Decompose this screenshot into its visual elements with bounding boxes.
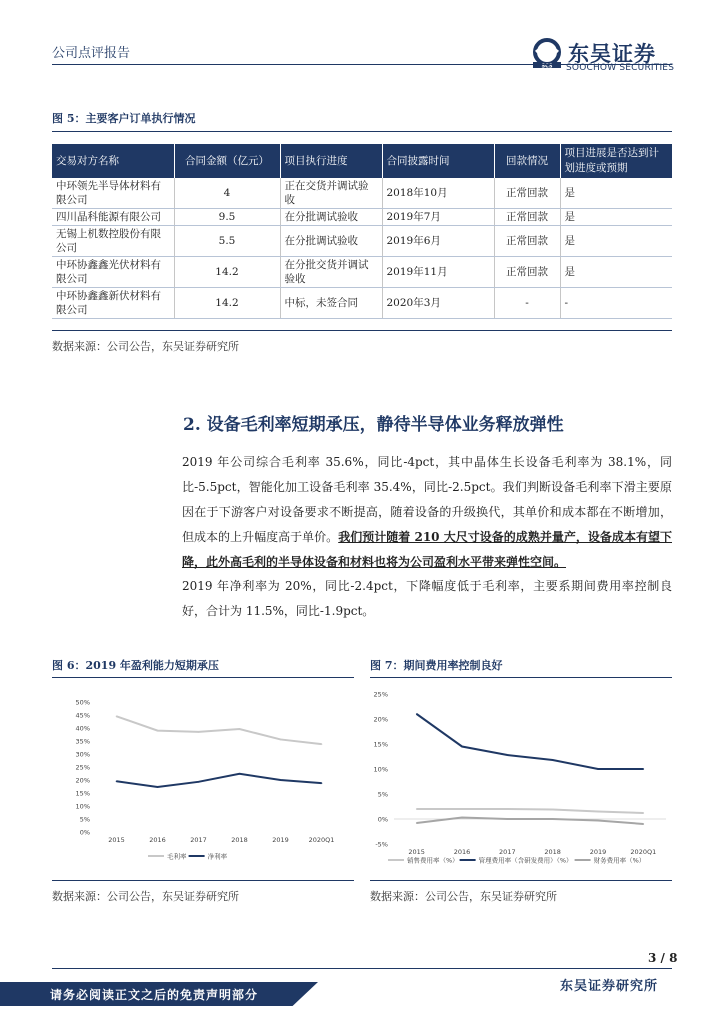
data-point <box>597 811 599 813</box>
logo-en-text: SOOCHOW SECURITIES <box>566 63 675 73</box>
data-point <box>198 731 200 733</box>
col-header: 合同金额（亿元） <box>174 144 280 178</box>
x-tick-label: 2016 <box>453 848 471 856</box>
data-point <box>198 781 200 783</box>
cell-on-track: 是 <box>560 178 672 209</box>
data-point <box>597 820 599 822</box>
cell-progress: 中标，未签合同 <box>280 288 382 319</box>
table-row <box>52 209 672 226</box>
cell-payment: 正常回款 <box>494 209 560 226</box>
expense-ratio-chart <box>370 684 672 874</box>
cell-progress: 在分批调试验收 <box>280 209 382 226</box>
svg-text:SCS: SCS <box>541 63 553 70</box>
data-point <box>643 823 645 825</box>
y-tick-label: 20% <box>373 715 388 724</box>
x-tick-label: 2015 <box>408 848 425 856</box>
data-point <box>239 773 241 775</box>
legend-label: 毛利率 <box>167 852 187 861</box>
paragraph-1 <box>182 450 672 575</box>
cell-progress: 正在交货并调试验收 <box>280 178 382 209</box>
data-point <box>552 818 554 820</box>
y-tick-label: 0% <box>377 815 388 824</box>
data-point <box>507 818 509 820</box>
data-point <box>280 739 282 741</box>
cell-payment: - <box>494 288 560 319</box>
footer-disclaimer: 请务必阅读正文之后的免责声明部分 <box>50 988 259 1002</box>
page-number: 3 / 8 <box>648 951 678 965</box>
y-tick-label: 25% <box>373 690 388 699</box>
y-tick-label: 20% <box>75 776 90 785</box>
figure6-title: 图 6：2019 年盈利能力短期承压 <box>52 659 219 672</box>
col-header: 回款情况 <box>494 144 560 178</box>
table-row <box>52 226 672 257</box>
soochow-logo-icon <box>530 38 564 70</box>
data-point <box>461 817 463 819</box>
data-point <box>507 808 509 810</box>
data-point <box>416 808 418 810</box>
data-point <box>461 808 463 810</box>
cell-on-track: - <box>560 288 672 319</box>
cell-progress: 在分批调试验收 <box>280 226 382 257</box>
figure7-bottom-rule <box>370 880 672 881</box>
data-point <box>157 786 159 788</box>
data-point <box>643 768 645 770</box>
y-tick-label: 50% <box>75 698 90 707</box>
data-point <box>321 782 323 784</box>
section-title: 2. 设备毛利率短期承压，静待半导体业务释放弹性 <box>183 415 564 435</box>
y-tick-label: 35% <box>75 737 90 746</box>
table-row <box>52 288 672 319</box>
cell-payment: 正常回款 <box>494 178 560 209</box>
series-line-3 <box>417 818 644 825</box>
cell-amount: 5.5 <box>174 226 280 257</box>
cell-amount: 4 <box>174 178 280 209</box>
table-header-row <box>52 144 672 178</box>
cell-amount: 9.5 <box>174 209 280 226</box>
profitability-chart <box>52 684 354 874</box>
cell-client: 四川晶科能源有限公司 <box>52 209 174 226</box>
logo-cn-text: 东吴证券 <box>568 42 656 66</box>
cell-date: 2019年11月 <box>382 257 494 288</box>
data-point <box>597 768 599 770</box>
cell-on-track: 是 <box>560 226 672 257</box>
figure5-title: 图 5：主要客户订单执行情况 <box>52 112 196 125</box>
footer-org: 东吴证券研究所 <box>560 979 659 994</box>
figure6-top-rule <box>52 677 354 678</box>
data-point <box>116 781 118 783</box>
cell-payment: 正常回款 <box>494 257 560 288</box>
figure5-bottom-rule <box>52 330 672 331</box>
series-line-2 <box>417 714 644 769</box>
col-header: 合同披露时间 <box>382 144 494 178</box>
cell-payment: 正常回款 <box>494 226 560 257</box>
figure5-source: 数据来源：公司公告，东吴证券研究所 <box>52 340 239 353</box>
cell-client: 无锡上机数控股份有限公司 <box>52 226 174 257</box>
figure7-source: 数据来源：公司公告，东吴证券研究所 <box>370 890 557 903</box>
x-tick-label: 2017 <box>499 848 516 856</box>
y-tick-label: 10% <box>373 765 388 774</box>
figure5-top-rule <box>52 131 672 132</box>
col-header: 项目执行进度 <box>280 144 382 178</box>
y-tick-label: 15% <box>75 789 90 798</box>
x-tick-label: 2019 <box>589 848 607 856</box>
orders-table <box>52 144 672 319</box>
y-tick-label: 25% <box>75 763 90 772</box>
data-point <box>416 822 418 824</box>
cell-date: 2018年10月 <box>382 178 494 209</box>
report-type: 公司点评报告 <box>52 46 131 61</box>
x-tick-label: 2015 <box>108 836 125 844</box>
y-tick-label: 15% <box>373 740 388 749</box>
x-tick-label: 2018 <box>231 836 248 844</box>
table-row <box>52 178 672 209</box>
paragraph-1-highlight: 我们预计随着 210 大尺寸设备的成熟并量产，设备成本有望下降，此外高毛利的半导体设备和材料也将为公司盈利水平带来弹性空间。 <box>182 530 672 569</box>
series-line-1 <box>417 809 644 813</box>
y-tick-label: 5% <box>377 790 388 799</box>
figure7-top-rule <box>370 677 672 678</box>
series-line-1 <box>117 716 322 744</box>
x-tick-label: 2018 <box>544 848 561 856</box>
legend-label: 净利率 <box>207 852 228 861</box>
header-divider <box>52 64 672 65</box>
cell-date: 2019年7月 <box>382 209 494 226</box>
figure6-bottom-rule <box>52 880 354 881</box>
table-row <box>52 257 672 288</box>
cell-on-track: 是 <box>560 257 672 288</box>
cell-client: 中环领先半导体材料有限公司 <box>52 178 174 209</box>
cell-client: 中环协鑫鑫光伏材料有限公司 <box>52 257 174 288</box>
cell-progress: 在分批交货并调试验收 <box>280 257 382 288</box>
data-point <box>116 716 118 718</box>
cell-client: 中环协鑫鑫新伏材料有限公司 <box>52 288 174 319</box>
data-point <box>321 743 323 745</box>
data-point <box>552 809 554 811</box>
y-tick-label: -5% <box>375 840 388 849</box>
y-tick-label: 0% <box>79 828 90 837</box>
x-tick-label: 2016 <box>149 836 166 844</box>
y-tick-label: 5% <box>79 815 90 824</box>
x-tick-label: 2017 <box>190 836 207 844</box>
paragraph-1-text: 2019 年公司综合毛利率 35.6%，同比-4pct，其中晶体生长设备毛利率为 38.1%，同比-5.5pct，智能化加工设备毛利率 35.4%，同比-2.5pct。我们判断设备毛利率下滑主要原因在于下游客户对设备要求不断提高，随着设备的升级换代，其单价和成本都在不断增加，但成本的上升幅度高于单价。 <box>182 455 672 544</box>
footer-divider <box>52 968 672 969</box>
cell-date: 2020年3月 <box>382 288 494 319</box>
cell-date: 2019年6月 <box>382 226 494 257</box>
data-point <box>507 754 509 756</box>
cell-amount: 14.2 <box>174 288 280 319</box>
data-point <box>157 730 159 732</box>
data-point <box>643 812 645 814</box>
legend-label: 管理费用率（含研发费用）（%） <box>478 856 573 865</box>
legend-label: 财务费用率（%） <box>593 856 646 865</box>
data-point <box>280 779 282 781</box>
cell-amount: 14.2 <box>174 257 280 288</box>
col-header: 交易对方名称 <box>52 144 174 178</box>
x-tick-label: 2020Q1 <box>630 848 657 856</box>
cell-on-track: 是 <box>560 209 672 226</box>
legend-label: 销售费用率（%） <box>407 856 459 865</box>
col-header: 项目进展是否达到计划进度或预期 <box>560 144 672 178</box>
data-point <box>552 759 554 761</box>
paragraph-2: 2019 年净利率为 20%，同比-2.4pct，下降幅度低于毛利率，主要系期间费用率控制良好，合计为 11.5%，同比-1.9pct。 <box>182 579 672 618</box>
y-tick-label: 30% <box>75 750 90 759</box>
y-tick-label: 40% <box>75 724 90 733</box>
data-point <box>461 746 463 748</box>
series-line-2 <box>117 774 322 787</box>
data-point <box>416 713 418 715</box>
figure7-title: 图 7：期间费用率控制良好 <box>370 659 503 672</box>
figure6-source: 数据来源：公司公告，东吴证券研究所 <box>52 890 239 903</box>
y-tick-label: 10% <box>75 802 90 811</box>
x-tick-label: 2020Q1 <box>308 836 335 844</box>
data-point <box>239 728 241 730</box>
x-tick-label: 2019 <box>272 836 289 844</box>
y-tick-label: 45% <box>75 711 90 720</box>
